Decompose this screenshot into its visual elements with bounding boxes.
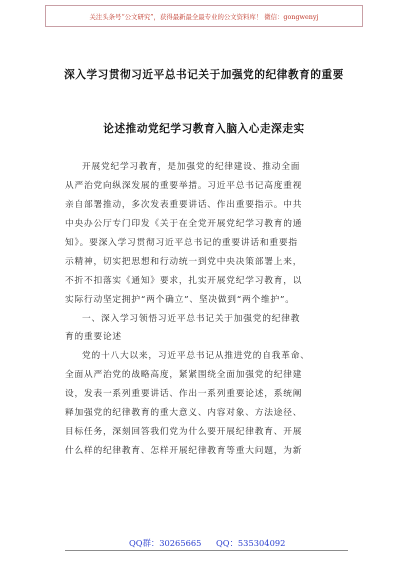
section-heading-line: 育的重要论述 (65, 332, 122, 343)
paragraph-line: 设，发表一系列重要讲话、作出一系列重要论述，系统阐 (65, 389, 303, 400)
document-subtitle: 论述推动党纪学习教育入脑入心走深走实 (103, 123, 305, 135)
qq-contact-number: QQ：535304092 (216, 538, 286, 548)
paragraph-line: 党的十八大以来，习近平总书记从推进党的自我革命、 (82, 351, 310, 362)
body-text (65, 158, 348, 461)
paragraph-line: 不折不扣落实《通知》要求，扎实开展党纪学习教育，以 (65, 275, 303, 286)
qq-group-number: QQ群：30265665 (129, 538, 202, 548)
paragraph-line: 实际行动坚定拥护“两个确立”、坚决做到“两个维护”。 (65, 294, 295, 305)
paragraph-line: 目标任务，深刻回答我们党为什么要开展纪律教育、开展 (65, 427, 303, 438)
paragraph-line: 全面从严治党的战略高度，紧紧围绕全面加强党的纪律建 (65, 370, 303, 381)
paragraph-line: 从严治党向纵深发展的重要举措。习近平总书记高度重视 (65, 180, 303, 191)
promo-banner: 关注头条号“公文研究”，获得最新最全最专业的公文资料库！ 微信：gongwenyj (45, 5, 363, 27)
paragraph-line: 开展党纪学习教育，是加强党的纪律建设、推动全面 (82, 162, 301, 172)
page-footer (0, 537, 408, 551)
section-heading-line: 一、深入学习领悟习近平总书记关于加强党的纪律教 (82, 313, 301, 324)
paragraph-line: 知》。要深入学习贯彻习近平总书记的重要讲话和重要指 (65, 237, 298, 248)
document-title: 深入学习贯彻习近平总书记关于加强党的纪律教育的重要 (64, 69, 344, 81)
paragraph-line: 亲自部署推动，多次发表重要讲话、作出重要指示。中共 (65, 199, 303, 210)
paragraph-line: 中央办公厅专门印发《关于在全党开展党纪学习教育的通 (65, 218, 303, 229)
paragraph-line: 什么样的纪律教育、怎样开展纪律教育等重大问题，为新 (65, 446, 303, 457)
footer-divider (65, 550, 348, 551)
paragraph-line: 释加强党的纪律教育的重大意义、内容对象、方法途径、 (65, 408, 303, 419)
paragraph-line: 示精神，切实把思想和行动统一到党中央决策部署上来， (65, 256, 303, 267)
